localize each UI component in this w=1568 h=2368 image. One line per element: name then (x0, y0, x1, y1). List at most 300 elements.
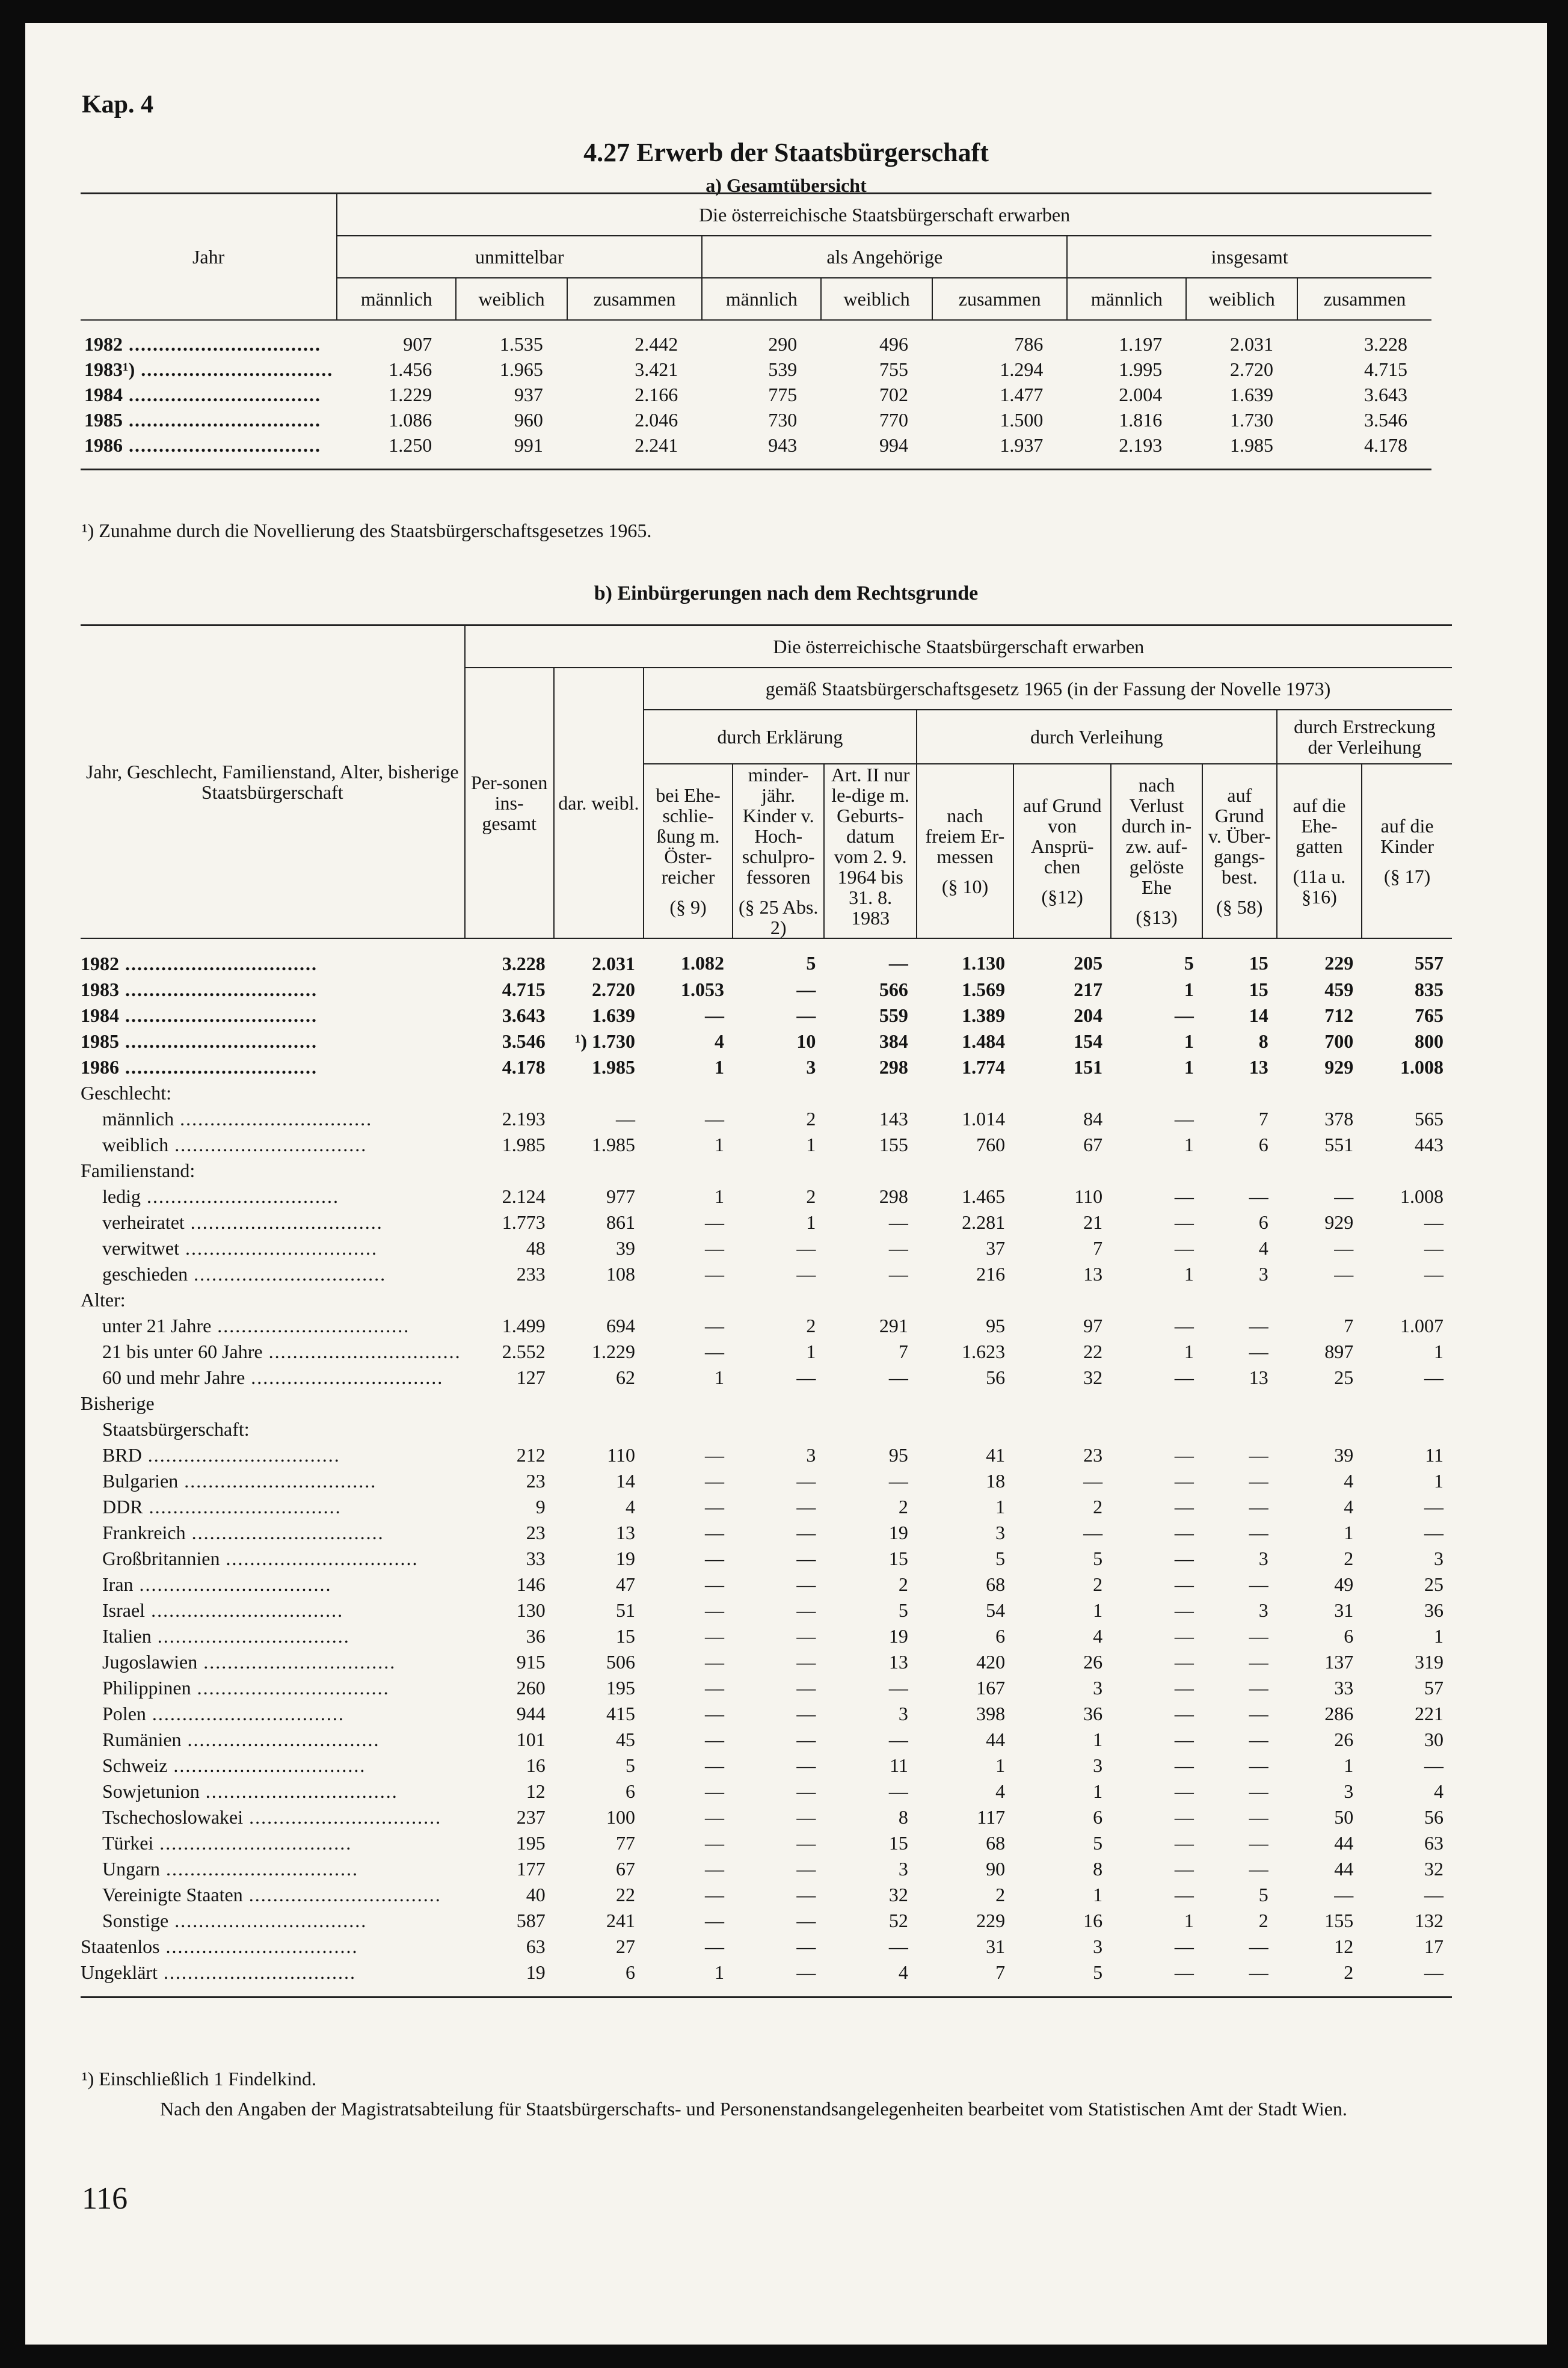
table-row (81, 1804, 1452, 1830)
table-cell: — (704, 1521, 724, 1543)
table-row (81, 1882, 1452, 1908)
table-cell: 12 (1334, 1935, 1354, 1957)
table-cell: 694 (606, 1314, 636, 1336)
table-cell: — (796, 978, 816, 1000)
col-label-header: Jahr, Geschlecht, Familienstand, Alter, bisherige Staatsbürgerschaft (81, 626, 465, 938)
table-cell: 17 (1424, 1935, 1443, 1957)
table-row (81, 1753, 1452, 1779)
table-cell: 33 (526, 1547, 546, 1569)
table-row (81, 1623, 1452, 1649)
table-cell: 907 (403, 333, 432, 355)
table-cell: 5 (1093, 1831, 1103, 1854)
col-header-ref: (§ 10) (941, 875, 989, 897)
table-cell: 14 (1249, 1004, 1268, 1026)
table-cell (1111, 1080, 1202, 1106)
table-cell: 1 (1093, 1780, 1103, 1802)
table-cell: — (1174, 1547, 1194, 1569)
table-cell: 496 (879, 333, 908, 355)
table-cell: 4 (1093, 1625, 1103, 1647)
table-cell: 110 (607, 1444, 636, 1466)
table-row (81, 320, 1431, 357)
table-cell: 1 (1184, 1262, 1194, 1285)
table-cell: 16 (1083, 1909, 1103, 1931)
table-cell (917, 1391, 1013, 1416)
row-label (81, 1960, 465, 1997)
subcol-header: weiblich (1186, 278, 1297, 320)
table-row (81, 1184, 1452, 1210)
table-cell: — (796, 1806, 816, 1828)
table-cell: 31 (986, 1935, 1006, 1957)
table-cell (733, 1416, 824, 1442)
table-cell: — (1174, 1857, 1194, 1880)
col-header-text: auf Grund v. Über-gangs-best. (1208, 784, 1271, 888)
table-cell: 32 (888, 1883, 908, 1905)
table-row (81, 1261, 1452, 1287)
table-cell (733, 1287, 824, 1313)
table-cell: 63 (526, 1935, 546, 1957)
row-label (81, 1856, 465, 1882)
row-label (81, 1804, 465, 1830)
row-label-text: 1982 ..... (84, 333, 321, 355)
table-cell: 3 (898, 1857, 908, 1880)
table-cell: 2.241 (567, 432, 702, 470)
table-cell: — (1174, 1211, 1194, 1233)
table-cell: — (888, 1728, 908, 1750)
table-row (81, 1727, 1452, 1753)
table-cell (917, 1416, 1013, 1442)
group-header-a: Die österreichische Staatsbürgerschaft erwarben (337, 194, 1431, 236)
table-cell: 1.082 (680, 952, 724, 974)
col-header-ref: (§ 9) (669, 896, 707, 918)
table-cell: — (1174, 1237, 1194, 1259)
col-persons-header: Per-sonen ins-gesamt (465, 668, 554, 938)
table-row (81, 1520, 1452, 1546)
table-a (81, 192, 1431, 470)
table-cell: 127 (516, 1366, 546, 1388)
col-header-ref: (§ 25 Abs. 2) (738, 896, 819, 938)
table-cell: 101 (516, 1728, 546, 1750)
table-row (81, 382, 1431, 407)
grp-erklaerung: durch Erklärung (644, 710, 917, 764)
table-cell: 6 (995, 1625, 1006, 1647)
table-cell: 241 (606, 1909, 636, 1931)
table-cell: — (796, 1469, 816, 1492)
table-cell: 1.229 (592, 1340, 636, 1362)
table-cell: — (704, 1444, 724, 1466)
row-label-text: weiblich ..... (102, 1134, 367, 1155)
row-label (81, 1106, 465, 1132)
table-cell: 32 (1424, 1857, 1443, 1880)
table-cell: 1.535 (499, 333, 543, 355)
table-cell: 6 (554, 1960, 644, 1997)
col-header (644, 764, 733, 938)
subcol-header: zusammen (1297, 278, 1431, 320)
table-row (81, 1442, 1452, 1468)
table-cell: — (888, 1780, 908, 1802)
table-cell: 12 (526, 1780, 546, 1802)
row-label (81, 1054, 465, 1080)
table-cell: 117 (977, 1806, 1006, 1828)
table-cell: 1.773 (502, 1211, 546, 1233)
col-header-text: auf die Ehe-gatten (1293, 794, 1346, 857)
table-cell: 45 (616, 1728, 636, 1750)
table-cell: 3 (898, 1702, 908, 1724)
row-label (81, 1727, 465, 1753)
table-cell: 1.008 (1400, 1185, 1443, 1207)
col-header-ref: (§ 17) (1383, 865, 1431, 887)
table-cell: — (796, 1857, 816, 1880)
table-cell: 3.643 (502, 1004, 546, 1026)
table-cell: — (888, 1469, 908, 1492)
table-cell: — (888, 952, 908, 974)
col-header-text: auf die Kinder (1380, 814, 1434, 857)
table-cell: 5 (1258, 1883, 1268, 1905)
table-cell: — (1362, 1960, 1452, 1997)
source-note: Nach den Angaben der Magistratsabteilung für Staatsbürgerschafts- und Personenstandsangelegenheiten bearbeitet vom Statistischen Amt der Stadt Wien. (160, 2098, 1347, 2120)
table-row (81, 1054, 1452, 1080)
table-cell: 19 (888, 1625, 908, 1647)
table-cell (554, 1416, 644, 1442)
table-cell: 7 (1344, 1314, 1354, 1336)
col-header-ref: (§ 58) (1216, 896, 1263, 918)
table-cell: — (1249, 1676, 1268, 1699)
table-cell: 100 (606, 1806, 636, 1828)
table-cell (1202, 1158, 1277, 1184)
row-label (81, 357, 337, 382)
table-cell: 3 (1093, 1754, 1103, 1776)
table-cell: 13 (1249, 1056, 1268, 1078)
table-cell: 52 (888, 1909, 908, 1931)
table-cell: 1.197 (1119, 333, 1163, 355)
table-cell: 2.046 (635, 408, 678, 431)
row-label (81, 1546, 465, 1572)
table-cell: 44 (1334, 1857, 1354, 1880)
row-label (81, 382, 337, 407)
table-cell: — (888, 1211, 908, 1233)
table-cell: — (1424, 1754, 1443, 1776)
row-label (81, 1520, 465, 1546)
table-cell: 384 (879, 1030, 908, 1052)
table-row (81, 1391, 1452, 1416)
table-row (81, 1598, 1452, 1623)
table-cell: 1 (714, 1133, 724, 1155)
col-header-text: nach Verlust durch in-zw. auf-gelöste Ehe (1121, 773, 1192, 898)
table-cell: — (1174, 1650, 1194, 1673)
table-cell: — (1249, 1185, 1268, 1207)
table-cell: — (796, 1625, 816, 1647)
row-label (81, 1339, 465, 1365)
table-cell (465, 1158, 554, 1184)
row-label-text: Ungeklärt ..... (81, 1961, 356, 1983)
table-cell: — (1174, 1469, 1194, 1492)
table-cell: 57 (1424, 1676, 1443, 1699)
row-label-text: 1983¹) ..... (84, 358, 333, 380)
table-cell (554, 1080, 644, 1106)
table-cell (733, 1080, 824, 1106)
row-label-text: Staatsbürgerschaft: (102, 1418, 250, 1440)
table-cell: 8 (1093, 1857, 1103, 1880)
table-cell: 929 (1324, 1211, 1354, 1233)
table-cell: — (704, 1599, 724, 1621)
table-cell: 2 (1344, 1547, 1354, 1569)
grp-erstreckung: durch Erstreckung der Verleihung (1277, 710, 1452, 764)
table-cell: 63 (1424, 1831, 1443, 1854)
table-cell: 2.031 (592, 952, 636, 974)
row-label (81, 1468, 465, 1494)
table-cell: 1 (1434, 1469, 1443, 1492)
table-cell (554, 1287, 644, 1313)
table-cell: 3 (1258, 1599, 1268, 1621)
chapter-label: Kap. 4 (82, 91, 154, 118)
row-label (81, 1080, 465, 1106)
table-cell: 204 (1074, 1004, 1103, 1026)
table-cell (644, 1416, 733, 1442)
table-cell: 1.014 (962, 1107, 1006, 1130)
table-cell: 1.730 (1230, 408, 1274, 431)
table-cell: — (1202, 1960, 1277, 1997)
table-cell: — (704, 1469, 724, 1492)
table-cell: — (704, 1754, 724, 1776)
table-cell: 2.124 (502, 1185, 546, 1207)
table-cell: 137 (1324, 1650, 1354, 1673)
table-cell: 2 (995, 1883, 1006, 1905)
group-angehoerige: als Angehörige (702, 236, 1067, 278)
table-cell: 929 (1324, 1056, 1354, 1078)
table-cell: — (1249, 1495, 1268, 1518)
table-cell: 21 (1083, 1211, 1103, 1233)
table-cell: — (1174, 1185, 1194, 1207)
table-cell: 19 (888, 1521, 908, 1543)
table-cell: 1.985 (592, 1133, 636, 1155)
table-cell: — (704, 1883, 724, 1905)
table-cell: 559 (879, 1004, 908, 1026)
col-header-text: auf Grund von Ansprü-chen (1022, 794, 1102, 878)
table-cell: 2 (806, 1107, 816, 1130)
row-label-text: Rumänien ..... (102, 1729, 380, 1750)
table-cell: 378 (1324, 1107, 1354, 1130)
table-cell: — (796, 1780, 816, 1802)
col-header (1202, 764, 1277, 938)
table-cell: — (796, 1366, 816, 1388)
table-cell: 3.546 (1364, 408, 1407, 431)
row-label-text: verheiratet ..... (102, 1211, 383, 1233)
table-cell: 6 (626, 1780, 636, 1802)
table-cell: 22 (616, 1883, 636, 1905)
table-cell: 944 (516, 1702, 546, 1724)
table-cell: 1.985 (1186, 432, 1297, 470)
subcol-header: männlich (337, 278, 456, 320)
table-cell: 2 (1277, 1960, 1362, 1997)
table-cell: 1.456 (389, 358, 432, 380)
table-cell: 712 (1324, 1004, 1354, 1026)
table-cell: — (616, 1107, 636, 1130)
table-cell: — (1174, 1495, 1194, 1518)
table-cell: 155 (879, 1133, 908, 1155)
table-row (81, 1494, 1452, 1520)
table-cell: 11 (1425, 1444, 1443, 1466)
table-cell: 40 (526, 1883, 546, 1905)
row-label-text: Philippinen ..... (102, 1677, 390, 1699)
col-header (824, 764, 917, 938)
table-cell: 4.715 (1364, 358, 1407, 380)
row-label-text: BRD ..... (102, 1444, 340, 1466)
table-cell: 551 (1324, 1133, 1354, 1155)
table-cell: 1.250 (337, 432, 456, 470)
table-cell (1013, 1158, 1111, 1184)
table-cell: 1.985 (502, 1133, 546, 1155)
col-header (1277, 764, 1362, 938)
table-cell: 3.643 (1364, 383, 1407, 405)
table-cell: 41 (986, 1444, 1006, 1466)
table-cell: 44 (986, 1728, 1006, 1750)
table-cell: 95 (986, 1314, 1006, 1336)
table-cell: 1.639 (592, 1004, 636, 1026)
table-cell: 1 (1093, 1883, 1103, 1905)
table-cell: 49 (1334, 1573, 1354, 1595)
col-header-text: Art. II nur le-dige m. Geburts-datum vom 2. 9. 1964 bis 31. 8. 1983 (831, 763, 910, 929)
row-label (81, 1675, 465, 1701)
table-cell: 146 (516, 1573, 546, 1595)
table-cell: — (1424, 1211, 1443, 1233)
row-label (81, 1494, 465, 1520)
table-cell: 62 (616, 1366, 636, 1388)
table-cell: 36 (1424, 1599, 1443, 1621)
table-cell (824, 1080, 917, 1106)
table-cell (465, 1287, 554, 1313)
row-label-text: Frankreich ..... (102, 1522, 384, 1543)
table-cell: 212 (516, 1444, 546, 1466)
table-cell (824, 1391, 917, 1416)
table-cell: — (1424, 1521, 1443, 1543)
table-cell: — (796, 1883, 816, 1905)
table-cell: 56 (1424, 1806, 1443, 1828)
table-cell: 19 (465, 1960, 554, 1997)
table-cell: 50 (1334, 1806, 1354, 1828)
table-cell: 26 (1334, 1728, 1354, 1750)
table-cell: — (796, 1935, 816, 1957)
table-cell: 1.484 (962, 1030, 1006, 1052)
table-cell: 26 (1083, 1650, 1103, 1673)
subcol-header: zusammen (567, 278, 702, 320)
row-label (81, 1132, 465, 1158)
table-cell: — (1174, 1883, 1194, 1905)
table-cell: 8 (898, 1806, 908, 1828)
row-label-text: Polen ..... (102, 1703, 345, 1724)
row-label (81, 1235, 465, 1261)
row-label-text: 1985 ..... (81, 1030, 318, 1052)
table-cell: 4.178 (1297, 432, 1431, 470)
row-label-text: ledig ..... (102, 1186, 339, 1207)
table-cell: 1.937 (932, 432, 1067, 470)
table-cell (733, 1158, 824, 1184)
col-header-text: bei Ehe-schlie-ßung m. Öster-reicher (656, 784, 721, 888)
table-cell (1202, 1416, 1277, 1442)
table-cell: 13 (616, 1521, 636, 1543)
table-cell: 3 (806, 1056, 816, 1078)
table-cell: 1.500 (1000, 408, 1044, 431)
row-label (81, 1313, 465, 1339)
table-cell: 943 (702, 432, 821, 470)
page (25, 23, 1547, 2345)
table-cell: ¹) 1.730 (574, 1030, 636, 1052)
table-cell: 557 (1415, 952, 1443, 974)
footnote-a: ¹) Zunahme durch die Novellierung des Staatsbürgerschaftsgesetzes 1965. (82, 520, 652, 541)
table-cell (465, 1391, 554, 1416)
table-cell: 459 (1324, 978, 1354, 1000)
table-cell: 2.193 (502, 1107, 546, 1130)
table-cell: 4 (626, 1495, 636, 1518)
row-label (81, 320, 337, 357)
table-cell: — (1174, 1521, 1194, 1543)
table-cell: 319 (1415, 1650, 1443, 1673)
table-cell: — (704, 1547, 724, 1569)
table-cell (824, 1158, 917, 1184)
row-label (81, 1365, 465, 1391)
table-cell: 90 (986, 1857, 1006, 1880)
table-cell (1202, 1287, 1277, 1313)
table-cell (1362, 1080, 1452, 1106)
table-cell: — (888, 1366, 908, 1388)
table-cell: 19 (616, 1547, 636, 1569)
table-cell: — (704, 1237, 724, 1259)
table-row (81, 1934, 1452, 1960)
table-cell: — (704, 1314, 724, 1336)
table-cell: 1.965 (499, 358, 543, 380)
table-row (81, 1235, 1452, 1261)
table-cell: — (1249, 1469, 1268, 1492)
table-cell: 1.985 (592, 1056, 636, 1078)
row-label-text: Israel ..... (102, 1599, 343, 1621)
table-cell: 108 (606, 1262, 636, 1285)
table-cell: 2 (1093, 1573, 1103, 1595)
row-label (81, 1003, 465, 1029)
table-cell: 31 (1334, 1599, 1354, 1621)
table-cell: — (888, 1676, 908, 1699)
table-cell: — (796, 1547, 816, 1569)
table-cell: — (733, 1960, 824, 1997)
table-cell: 1 (995, 1495, 1006, 1518)
subcol-header: weiblich (456, 278, 567, 320)
table-cell: 1.477 (1000, 383, 1044, 405)
row-label-text: unter 21 Jahre ..... (102, 1315, 410, 1336)
table-cell: 1.499 (502, 1314, 546, 1336)
table-cell: — (1249, 1625, 1268, 1647)
table-cell: — (1083, 1469, 1103, 1492)
table-cell: 56 (986, 1366, 1006, 1388)
table-cell: 51 (616, 1599, 636, 1621)
table-cell: 3.228 (1364, 333, 1407, 355)
table-cell: — (1249, 1444, 1268, 1466)
table-cell: 937 (514, 383, 543, 405)
table-row (81, 1572, 1452, 1598)
table-cell: 3 (1434, 1547, 1443, 1569)
table-cell: — (1249, 1728, 1268, 1750)
col-header-ref: (§12) (1041, 885, 1083, 908)
table-cell: 298 (879, 1185, 908, 1207)
table-cell: — (704, 1573, 724, 1595)
table-cell: — (888, 1237, 908, 1259)
subcol-header: zusammen (932, 278, 1067, 320)
table-cell: 4.715 (502, 978, 546, 1000)
table-cell: — (1174, 1935, 1194, 1957)
table-row (81, 1779, 1452, 1804)
table-cell: 1 (1344, 1521, 1354, 1543)
table-cell: 25 (1334, 1366, 1354, 1388)
table-cell: — (704, 1340, 724, 1362)
table-cell: — (888, 1935, 908, 1957)
table-cell: 775 (768, 383, 798, 405)
table-cell: 6 (1344, 1625, 1354, 1647)
